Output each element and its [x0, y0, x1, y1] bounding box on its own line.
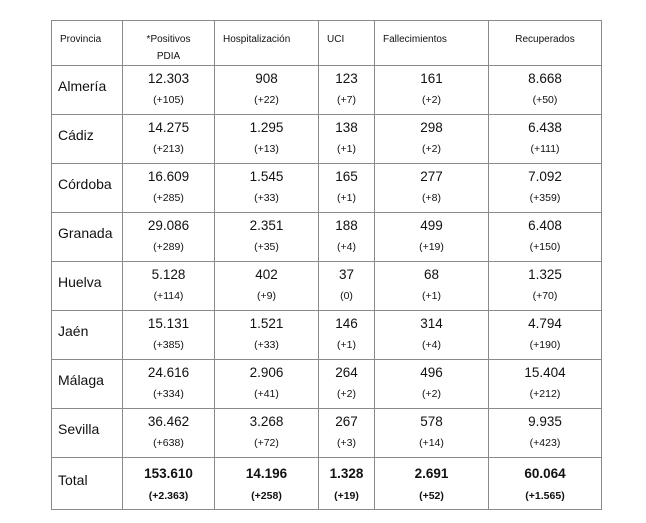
cell-value: 153.610 [144, 466, 193, 481]
cell-value: 12.303 [147, 71, 190, 86]
cell-uci [319, 360, 375, 409]
cell-change: (+2) [422, 388, 441, 400]
cell-value: 24.616 [147, 365, 190, 380]
cell-change: (+1.565) [525, 490, 565, 502]
cell-change: (+14) [419, 437, 444, 449]
cell-value: 578 [420, 414, 443, 429]
cell-change: (+19) [419, 241, 444, 253]
cell-value: 9.935 [528, 414, 562, 429]
cell-value: 1.521 [249, 316, 284, 331]
cell-value: 16.609 [147, 169, 190, 184]
cell-hospitalizacion [215, 360, 319, 409]
cell-change: (+13) [254, 143, 279, 155]
cell-provincia: Almería [52, 66, 123, 115]
cell-uci [319, 213, 375, 262]
cell-change: (+70) [532, 290, 558, 302]
cell-change: (+114) [153, 290, 184, 302]
cell-recuperados [489, 360, 602, 409]
cell-fallecimientos [375, 213, 489, 262]
cell-value: 14.275 [147, 120, 190, 135]
cell-change: (+213) [153, 143, 184, 155]
table-row [52, 115, 602, 164]
cell-uci [319, 164, 375, 213]
cell-value: 7.092 [528, 169, 562, 184]
header-row [52, 21, 602, 66]
cell-value: 277 [420, 169, 443, 184]
table-row [52, 360, 602, 409]
cell-uci [319, 66, 375, 115]
cell-change: (+334) [153, 388, 184, 400]
cell-uci [319, 262, 375, 311]
cell-change: (+3) [337, 437, 356, 449]
cell-recuperados [489, 115, 602, 164]
cell-recuperados [489, 311, 602, 360]
cell-value: 15.404 [524, 365, 566, 380]
cell-change: (0) [340, 290, 353, 302]
table-row [52, 213, 602, 262]
cell-value: 165 [335, 169, 358, 184]
cell-uci [319, 458, 375, 510]
cell-positivos [123, 409, 215, 458]
cell-positivos [123, 213, 215, 262]
cell-value: 1.325 [528, 267, 562, 282]
cell-value: 68 [423, 267, 440, 282]
cell-change: (+19) [334, 490, 359, 502]
cell-value: 8.668 [528, 71, 562, 86]
cell-value: 5.128 [151, 267, 186, 282]
cell-value: 1.328 [329, 466, 364, 481]
cell-provincia: Huelva [52, 262, 123, 311]
header-fallecimientos: Fallecimientos [375, 21, 489, 66]
cell-recuperados [489, 213, 602, 262]
cell-value: 4.794 [528, 316, 562, 331]
cell-change: (+1) [337, 339, 356, 351]
cell-value: 60.064 [524, 466, 566, 481]
cell-value: 15.131 [147, 316, 190, 331]
cell-fallecimientos [375, 311, 489, 360]
cell-value: 123 [335, 71, 358, 86]
cell-change: (+8) [422, 192, 441, 204]
cell-value: 1.545 [249, 169, 284, 184]
cell-provincia: Cádiz [52, 115, 123, 164]
cell-hospitalizacion [215, 164, 319, 213]
cell-positivos [123, 115, 215, 164]
cell-uci [319, 311, 375, 360]
cell-value: 267 [335, 414, 358, 429]
cell-value: 14.196 [245, 466, 288, 481]
cell-change: (+9) [257, 290, 276, 302]
cell-change: (+285) [153, 192, 184, 204]
table-row [52, 311, 602, 360]
cell-positivos [123, 262, 215, 311]
cell-change: (+7) [337, 94, 356, 106]
cell-change: (+258) [251, 490, 282, 502]
cell-change: (+2) [337, 388, 356, 400]
covid-andalucia-table [51, 20, 602, 510]
cell-change: (+35) [254, 241, 279, 253]
cell-change: (+638) [153, 437, 184, 449]
cell-change: (+385) [153, 339, 184, 351]
cell-change: (+22) [254, 94, 279, 106]
cell-change: (+1) [422, 290, 441, 302]
table-body [52, 66, 602, 510]
cell-value: 3.268 [249, 414, 284, 429]
header-uci: UCI [319, 21, 375, 66]
cell-recuperados [489, 458, 602, 510]
cell-provincia: Sevilla [52, 409, 123, 458]
table-row [52, 66, 602, 115]
header-recuperados: Recuperados [489, 21, 602, 66]
cell-provincia: Granada [52, 213, 123, 262]
cell-hospitalizacion [215, 458, 319, 510]
cell-recuperados [489, 164, 602, 213]
cell-change: (+33) [254, 339, 279, 351]
cell-change: (+190) [529, 339, 561, 351]
cell-fallecimientos [375, 66, 489, 115]
cell-value: 314 [420, 316, 443, 331]
cell-change: (+150) [529, 241, 561, 253]
cell-fallecimientos [375, 164, 489, 213]
cell-value: 2.351 [249, 218, 284, 233]
cell-provincia: Jaén [52, 311, 123, 360]
cell-value: 402 [255, 267, 278, 282]
table-row [52, 164, 602, 213]
cell-value: 2.691 [414, 466, 449, 481]
total-row [52, 458, 602, 510]
cell-change: (+52) [419, 490, 444, 502]
cell-change: (+212) [529, 388, 561, 400]
cell-change: (+50) [532, 94, 558, 106]
cell-change: (+111) [530, 143, 560, 155]
cell-value: 298 [420, 120, 443, 135]
cell-change: (+2) [422, 94, 441, 106]
cell-value: 496 [420, 365, 443, 380]
cell-change: (+1) [337, 192, 356, 204]
header-provincia: Provincia [52, 21, 123, 66]
cell-change: (+105) [153, 94, 184, 106]
cell-fallecimientos [375, 262, 489, 311]
cell-fallecimientos [375, 458, 489, 510]
cell-hospitalizacion [215, 66, 319, 115]
cell-value: 6.408 [528, 218, 562, 233]
cell-hospitalizacion [215, 262, 319, 311]
cell-change: (+1) [337, 143, 356, 155]
cell-positivos [123, 458, 215, 510]
cell-change: (+2) [422, 143, 441, 155]
cell-hospitalizacion [215, 311, 319, 360]
cell-recuperados [489, 66, 602, 115]
cell-value: 36.462 [147, 414, 190, 429]
table-row [52, 409, 602, 458]
cell-positivos [123, 360, 215, 409]
cell-change: (+41) [254, 388, 279, 400]
cell-fallecimientos [375, 409, 489, 458]
cell-value: 29.086 [147, 218, 190, 233]
cell-value: 264 [335, 365, 358, 380]
cell-change: (+4) [337, 241, 356, 253]
cell-hospitalizacion [215, 409, 319, 458]
cell-provincia: Málaga [52, 360, 123, 409]
cell-provincia: Córdoba [52, 164, 123, 213]
cell-positivos [123, 311, 215, 360]
cell-value: 188 [335, 218, 358, 233]
cell-value: 161 [420, 71, 443, 86]
cell-value: 499 [420, 218, 443, 233]
header-positivos: *Positivos PDIA [123, 21, 215, 66]
cell-value: 146 [335, 316, 358, 331]
cell-recuperados [489, 409, 602, 458]
table-row [52, 262, 602, 311]
cell-value: 2.906 [249, 365, 284, 380]
cell-value: 37 [338, 267, 355, 282]
cell-hospitalizacion [215, 115, 319, 164]
cell-change: (+33) [254, 192, 279, 204]
cell-change: (+423) [529, 437, 561, 449]
header-hospitalizacion: Hospitalización [215, 21, 319, 66]
cell-uci [319, 409, 375, 458]
cell-fallecimientos [375, 360, 489, 409]
cell-recuperados [489, 262, 602, 311]
cell-positivos [123, 164, 215, 213]
cell-value: 138 [335, 120, 358, 135]
cell-positivos [123, 66, 215, 115]
cell-change: (+359) [529, 192, 561, 204]
cell-provincia: Total [52, 458, 123, 510]
cell-value: 6.438 [528, 120, 562, 135]
cell-value: 908 [255, 71, 278, 86]
cell-change: (+72) [254, 437, 279, 449]
cell-change: (+289) [153, 241, 184, 253]
cell-uci [319, 115, 375, 164]
cell-fallecimientos [375, 115, 489, 164]
cell-value: 1.295 [249, 120, 284, 135]
cell-hospitalizacion [215, 213, 319, 262]
cell-change: (+2.363) [148, 490, 189, 502]
cell-change: (+4) [422, 339, 441, 351]
